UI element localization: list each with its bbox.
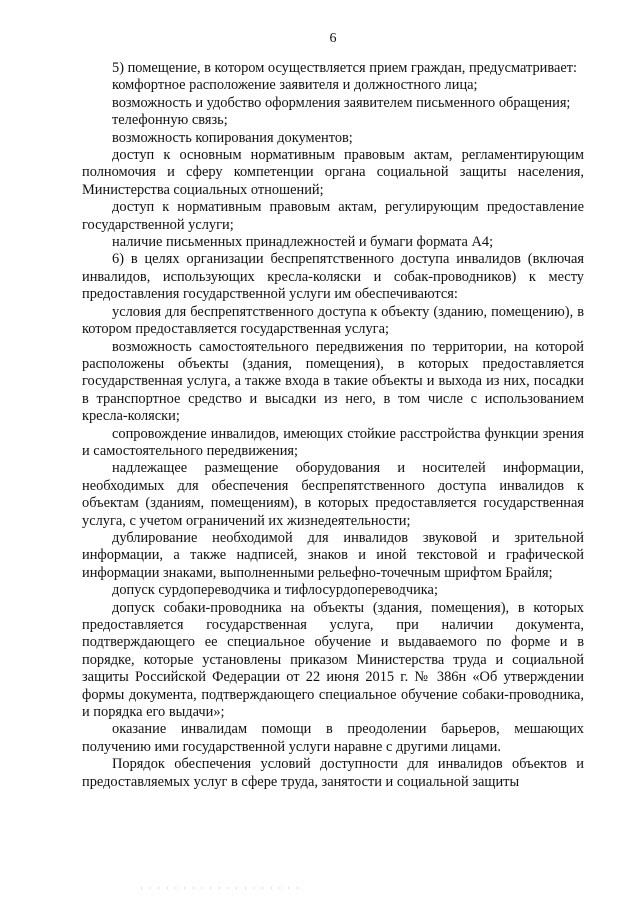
- paragraph: допуск собаки-проводника на объекты (здания, помещения), в которых предоставляется государственная услуга, при наличии документа, подтверждающего ее специальное обучение и выдаваемого по форме и в порядке, которые установлены приказом Министерства труда и социальной защиты Российской Федерации от 22 июня 2015 г. № 386н «Об утверждении формы документа, подтверждающего специальное обучение собаки-проводника, и порядка его выдачи»;: [82, 599, 584, 721]
- paragraph: доступ к нормативным правовым актам, регулирующим предоставление государственной услуги;: [82, 199, 584, 233]
- paragraph: оказание инвалидам помощи в преодолении барьеров, мешающих получению ими государственной услуги наравне с другими лицами.: [82, 721, 584, 755]
- paragraph: 6) в целях организации беспрепятственного доступа инвалидов (включая инвалидов, использующих кресла-коляски и собак-проводников) к месту предоставления государственной услуги им обеспечиваются:: [82, 251, 584, 303]
- paragraph: условия для беспрепятственного доступа к объекту (зданию, помещению), в котором предоставляется государственная услуга;: [82, 303, 584, 338]
- paragraph: телефонную связь;: [112, 112, 228, 129]
- page-number: 6: [329, 31, 337, 46]
- paragraph: допуск сурдопереводчика и тифлосурдопереводчика;: [112, 582, 438, 599]
- paragraph: Порядок обеспечения условий доступности для инвалидов объектов и предоставляемых услуг в сфере труда, занятости и социальной защиты: [82, 756, 584, 790]
- paragraph: дублирование необходимой для инвалидов звуковой и зрительной информации, а также надписей, знаков и иной текстовой и графической информации знаками, выполненными рельефно-точечным шрифтом Брайля;: [82, 529, 584, 581]
- scan-artifact: · · · · · · · · · · · · · · · · · · ·: [140, 884, 301, 893]
- paragraph: комфортное расположение заявителя и должностного лица;: [112, 77, 478, 94]
- paragraph: возможность копирования документов;: [112, 129, 353, 146]
- paragraph: надлежащее размещение оборудования и носителей информации, необходимых для обеспечения беспрепятственного доступа инвалидов к объектам (зданиям, помещениям), в которых предоставляется государственная услуга, с учетом ограничений их жизнедеятельности;: [82, 460, 584, 529]
- paragraph: доступ к основным нормативным правовым актам, регламентирующим полномочия и сферу компетенции органа социальной защиты населения, Министерства социальных отношений;: [82, 147, 584, 198]
- paragraph: 5) помещение, в котором осуществляется прием граждан, предусматривает:: [112, 60, 578, 76]
- paragraph: возможность самостоятельного передвижения по территории, на которой расположены объекты (здания, помещения), в которых предоставляется государственная услуга, а также входа в такие объекты и выхода из них, посадки в транспортное средство и высадки из него, в том числе с использованием кресла-коляски;: [82, 338, 584, 425]
- paragraph: наличие письменных принадлежностей и бумаги формата А4;: [112, 234, 494, 251]
- paragraph: сопровождение инвалидов, имеющих стойкие расстройства функции зрения и самостоятельного передвижения;: [82, 425, 584, 459]
- paragraph: возможность и удобство оформления заявителем письменного обращения;: [112, 94, 571, 111]
